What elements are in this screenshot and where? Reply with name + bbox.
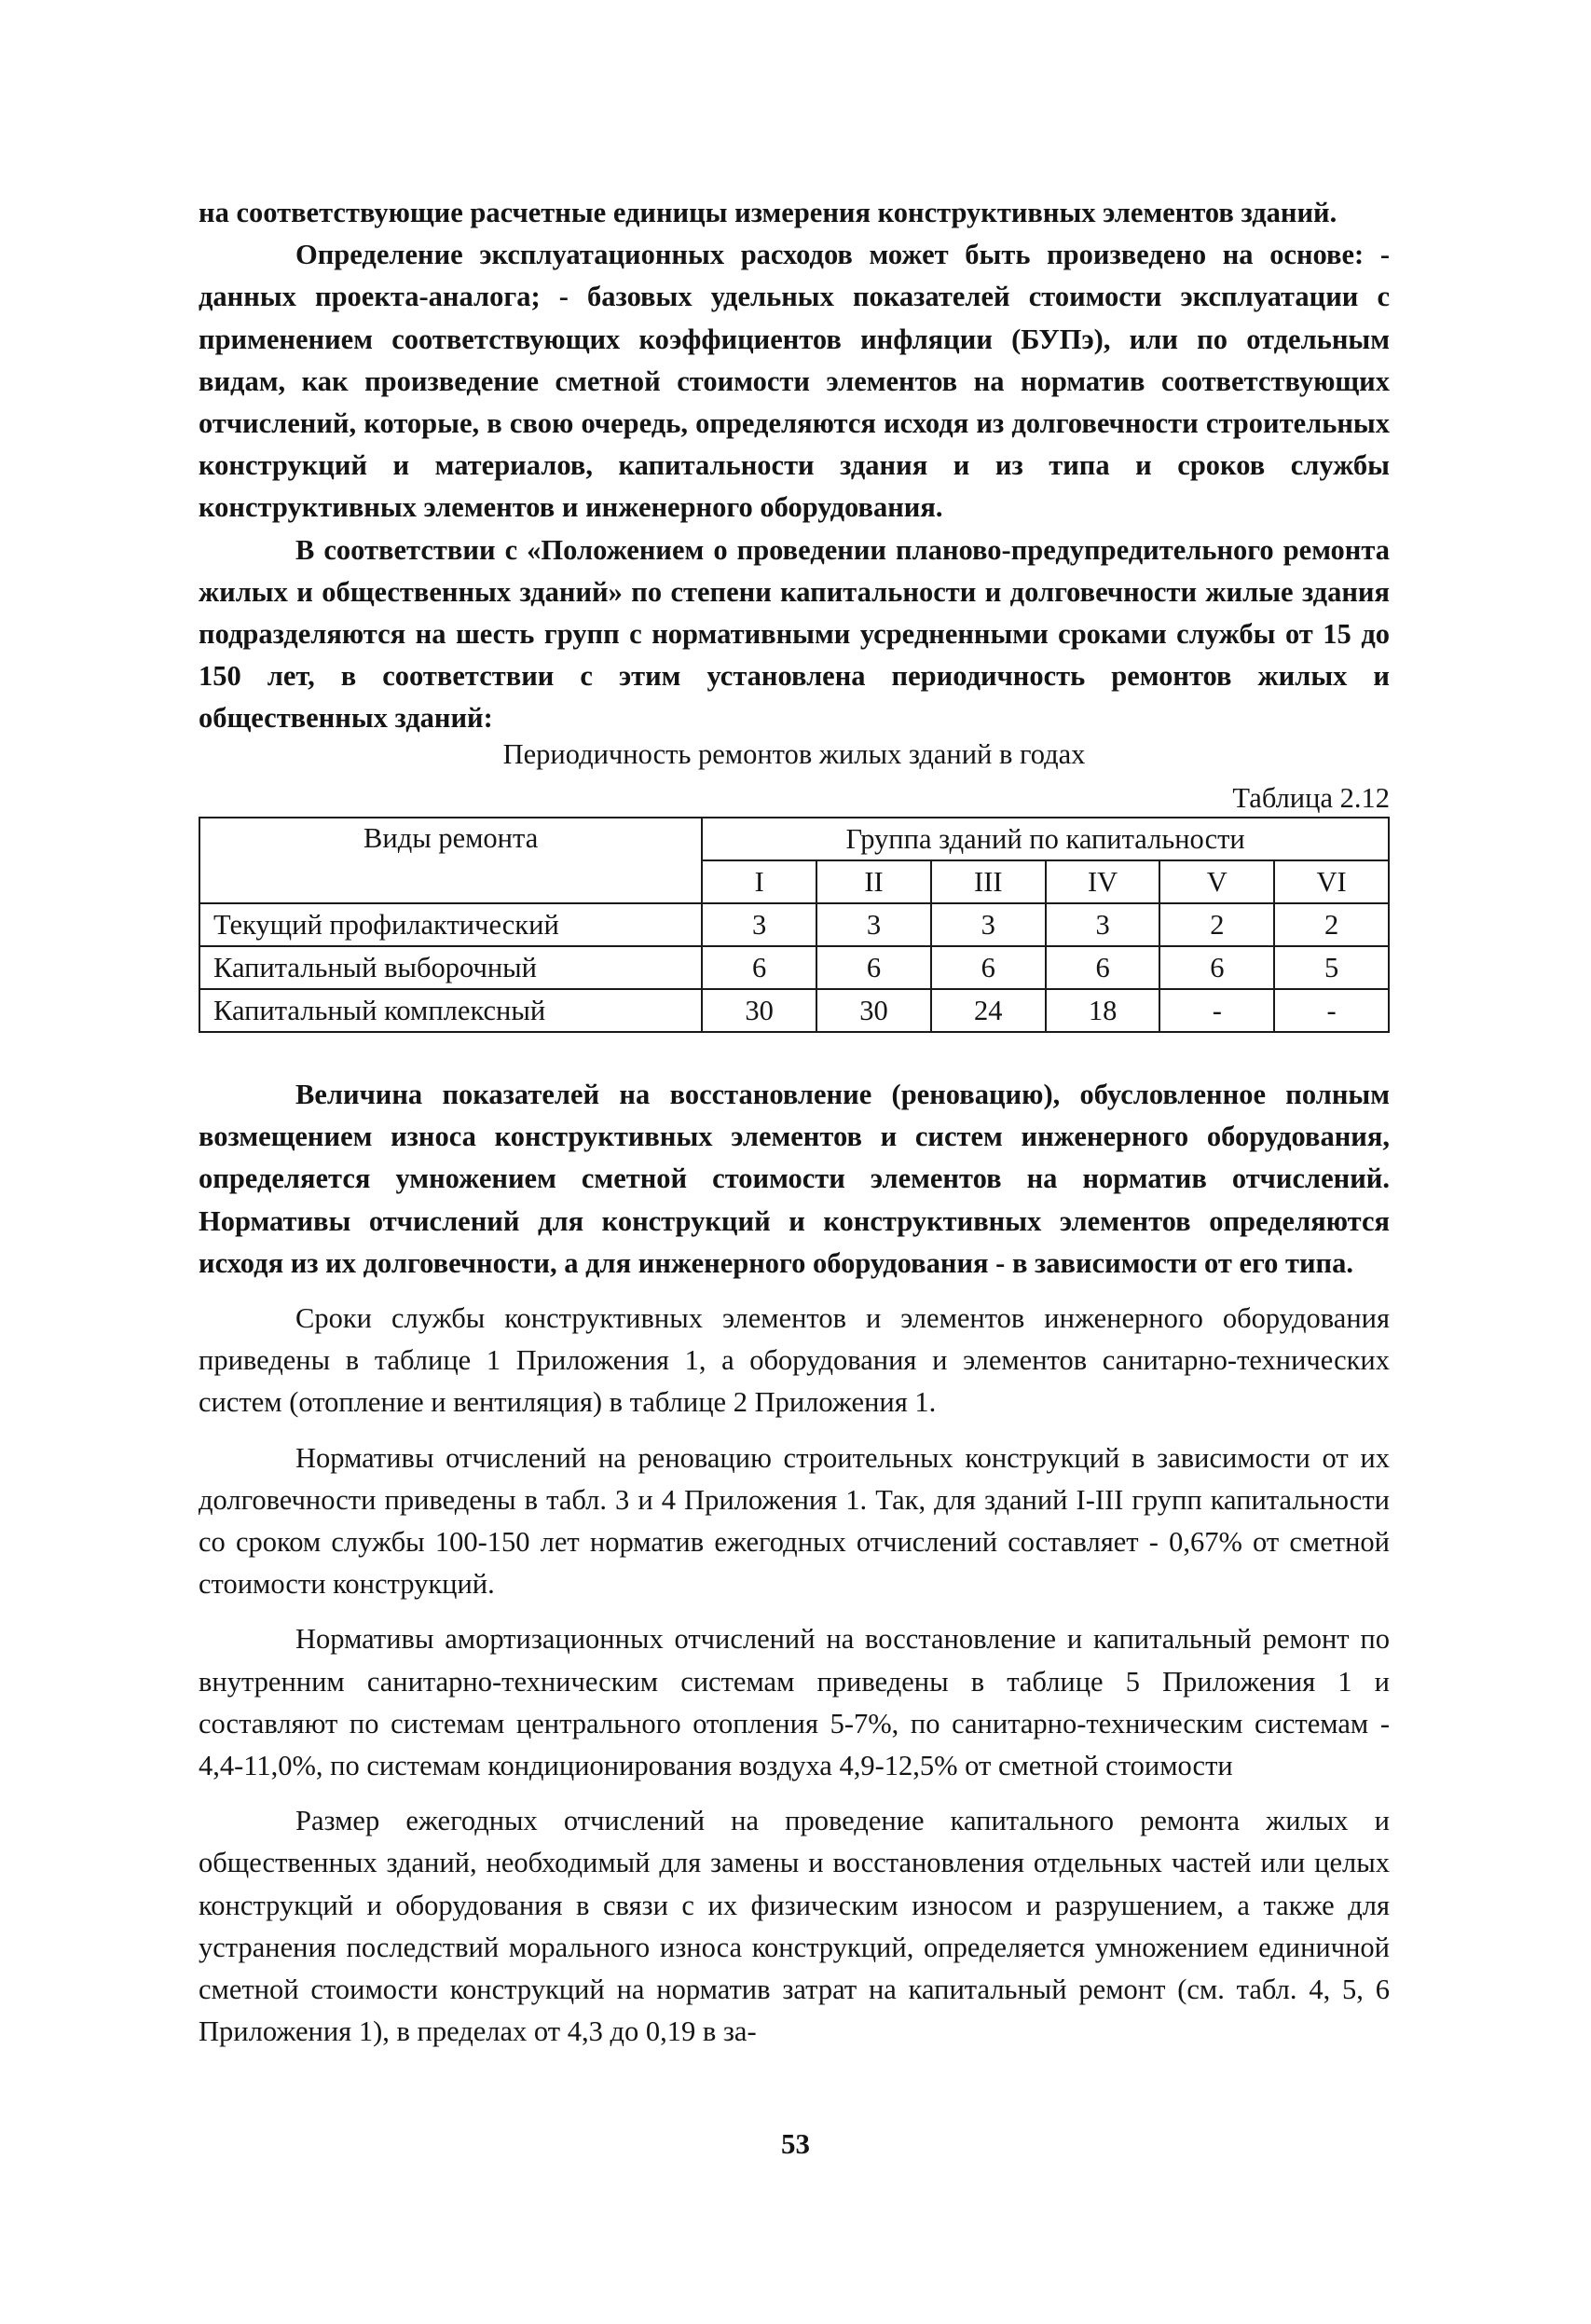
table-cell: 5	[1274, 946, 1389, 989]
paragraph-renovation: Величина показателей на восстановление (реновацию), обусловленное полным возмещением износа конструктивных элементов и систем инженерного оборудования, определяется умножением сметной стоимости элементов на норматив отчислений. Нормативы отчислений для конструкций и конструктивных элементов определяются исходя из их долговечности, а для инженерного оборудования - в зависимости от его типа.	[199, 1079, 1390, 1279]
repair-periodicity-table	[199, 817, 1390, 1033]
table-cell: -	[1274, 989, 1389, 1032]
group-header: Группа зданий по капитальности	[702, 818, 1389, 860]
group-number: VI	[1274, 860, 1389, 903]
group-number: II	[816, 860, 931, 903]
table-cell: 3	[1046, 903, 1160, 946]
table-row	[199, 903, 1389, 946]
table-title: Периодичность ремонтов жилых зданий в годах	[502, 738, 1086, 770]
repair-type-label: Капитальный комплексный	[199, 989, 702, 1032]
table-cell: 30	[816, 989, 931, 1032]
repair-type-header: Виды ремонта	[199, 818, 702, 903]
paragraph-regulation: В соответствии с «Положением о проведении планово-предупредительного ремонта жилых и общественных зданий» по степени капитальности и долговечности жилые здания подразделяются на шесть групп с нормативными усредненными сроками службы от 15 до 150 лет, в соответствии с этим установлена периодичность ремонтов жилых и общественных зданий:	[199, 533, 1390, 735]
table-cell: 6	[931, 946, 1046, 989]
group-number: III	[931, 860, 1046, 903]
table-cell: 3	[816, 903, 931, 946]
table-cell: 6	[1046, 946, 1160, 989]
paragraph-service-life: Сроки службы конструктивных элементов и элементов инженерного оборудования приведены в таблице 1 Приложения 1, а оборудования и элементов санитарно-технических систем (отопление и вентиляция) в таблице 2 Приложения 1.	[199, 1302, 1390, 1419]
repair-type-label: Текущий профилактический	[199, 903, 702, 946]
table-cell: 30	[702, 989, 816, 1032]
table-row	[199, 989, 1389, 1032]
table-cell: 3	[702, 903, 816, 946]
group-number: I	[702, 860, 816, 903]
paragraph-depreciation-norms: Нормативы амортизационных отчислений на восстановление и капитальный ремонт по внутренним санитарно-техническим системам приведены в таблице 5 Приложения 1 и составляют по системам центрального отопления 5-7%, по санитарно-техническим системам - 4,4-11,0%, по системам кондиционирования воздуха 4,9-12,5% от сметной стоимости	[199, 1623, 1390, 1782]
table-cell: 3	[931, 903, 1046, 946]
repair-type-label: Капитальный выборочный	[199, 946, 702, 989]
table-cell: 24	[931, 989, 1046, 1032]
table-cell: 6	[702, 946, 816, 989]
paragraph-capital-repair: Размер ежегодных отчислений на проведение капитального ремонта жилых и общественных зданий, необходимый для замены и восстановления отдельных частей или целых конструкций и оборудования в связи с их физическим износом и разрушением, а также для устранения последствий морального износа конструкций, определяется умножением единичной сметной стоимости конструкций на норматив затрат на капитальный ремонт (см. табл. 4, 5, 6 Приложения 1), в пределах от 4,3 до 0,19 в за-	[199, 1805, 1390, 2048]
table-cell: 2	[1159, 903, 1274, 946]
top-text-block	[199, 192, 1390, 740]
paragraph-operating-costs: Определение эксплуатационных расходов может быть произведено на основе: - данных проекта-аналога; - базовых удельных показателей стоимости эксплуатации с применением соответствующих коэффициентов инфляции (БУПэ), или по отдельным видам, как произведение сметной стоимости элементов на норматив соответствующих отчислений, которые, в свою очередь, определяются исходя из долговечности строительных конструкций и материалов, капитальности здания и из типа и сроков службы конструктивных элементов и инженерного оборудования.	[199, 239, 1390, 524]
table-row	[199, 946, 1389, 989]
table-cell: -	[1159, 989, 1274, 1032]
table-cell: 2	[1274, 903, 1389, 946]
table-cell: 6	[1159, 946, 1274, 989]
paragraph-renovation-norms: Нормативы отчислений на реновацию строительных конструкций в зависимости от их долговечности приведены в табл. 3 и 4 Приложения 1. Так, для зданий I-III групп капитальности со сроком службы 100-150 лет норматив ежегодных отчислений составляет - 0,67% от сметной стоимости конструкций.	[199, 1441, 1390, 1601]
table-cell: 6	[816, 946, 931, 989]
bottom-text-block	[199, 1074, 1390, 2053]
table-caption: Таблица 2.12	[1232, 782, 1390, 814]
table-cell: 18	[1046, 989, 1160, 1032]
table-header-row	[199, 818, 1389, 860]
group-number: V	[1159, 860, 1274, 903]
page-number: 53	[781, 2127, 810, 2160]
group-number: IV	[1046, 860, 1160, 903]
paragraph-continuation: на соответствующие расчетные единицы измерения конструктивных элементов зданий.	[199, 197, 1337, 228]
